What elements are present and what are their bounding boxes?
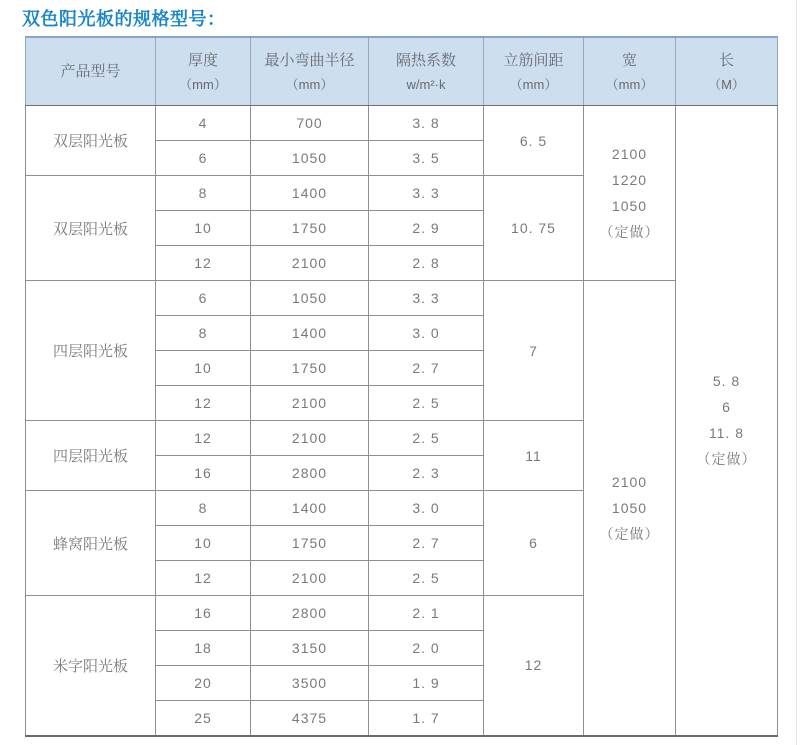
radius-cell: 2800 (251, 456, 369, 491)
radius-cell: 4375 (251, 701, 369, 736)
insulation-cell: 2. 7 (369, 526, 484, 561)
page-title: 双色阳光板的规格型号： (22, 9, 226, 29)
radius-cell: 1750 (251, 351, 369, 386)
length-note: （定做） (696, 451, 757, 468)
rib-spacing-cell: 12 (484, 596, 584, 736)
insulation-cell: 2. 8 (369, 246, 484, 281)
col-header-label: 宽 (621, 51, 637, 69)
thickness-cell: 10 (156, 211, 251, 246)
col-header-rib-spacing (484, 37, 584, 106)
radius-cell: 2100 (251, 246, 369, 281)
thickness-cell: 12 (156, 246, 251, 281)
rib-spacing-cell: 11 (484, 421, 584, 491)
length-value: 6 (722, 399, 731, 416)
col-header-length (676, 37, 778, 106)
length-value: 11. 8 (708, 425, 745, 442)
insulation-cell: 2. 3 (369, 456, 484, 491)
col-header-insulation (369, 37, 484, 106)
width-cell (584, 106, 676, 281)
col-header-unit: w/m²·k (406, 76, 446, 92)
header-row (26, 37, 778, 106)
width-value: 1050 (611, 198, 648, 214)
page-edge-divider (796, 0, 797, 745)
col-header-unit: （mm） (285, 76, 334, 92)
col-header-min-bend-radius (251, 37, 369, 106)
radius-cell: 2100 (251, 386, 369, 421)
thickness-cell: 25 (156, 701, 251, 736)
col-header-label: 产品型号 (60, 63, 121, 80)
product-cell: 米字阳光板 (26, 596, 156, 736)
radius-cell: 2100 (251, 421, 369, 456)
thickness-cell: 12 (156, 421, 251, 456)
length-value: 5. 8 (712, 373, 741, 390)
product-cell: 双层阳光板 (26, 176, 156, 281)
radius-cell: 1400 (251, 491, 369, 526)
width-value: 1050 (611, 499, 648, 516)
insulation-cell: 3. 0 (369, 491, 484, 526)
insulation-cell: 2. 5 (369, 386, 484, 421)
radius-cell: 1400 (251, 316, 369, 351)
col-header-label: 长 (718, 51, 734, 69)
thickness-cell: 16 (156, 456, 251, 491)
col-header-width (584, 37, 676, 106)
col-header-unit: （mm） (605, 76, 654, 92)
thickness-cell: 10 (156, 351, 251, 386)
insulation-cell: 3. 3 (369, 281, 484, 316)
thickness-cell: 6 (156, 281, 251, 316)
col-header-unit: （mm） (179, 76, 227, 92)
width-note: （定做） (599, 525, 660, 542)
thickness-cell: 12 (156, 386, 251, 421)
radius-cell: 2100 (251, 561, 369, 596)
rib-spacing-cell: 6 (484, 491, 584, 596)
product-cell: 蜂窝阳光板 (26, 491, 156, 596)
thickness-cell: 6 (156, 141, 251, 176)
table-row (26, 281, 778, 316)
radius-cell: 3500 (251, 666, 369, 701)
width-value: 2100 (611, 473, 648, 490)
insulation-cell: 3. 5 (369, 141, 484, 176)
insulation-cell: 3. 8 (369, 106, 484, 141)
col-header-unit: （M） (708, 76, 745, 92)
radius-cell: 1050 (251, 141, 369, 176)
width-cell (584, 281, 676, 736)
insulation-cell: 2. 7 (369, 351, 484, 386)
insulation-cell: 1. 7 (369, 701, 484, 736)
radius-cell: 1750 (251, 526, 369, 561)
thickness-cell: 18 (156, 631, 251, 666)
width-note: （定做） (599, 224, 660, 240)
insulation-cell: 2. 5 (369, 561, 484, 596)
insulation-cell: 1. 9 (369, 666, 484, 701)
product-cell: 双层阳光板 (26, 106, 156, 176)
thickness-cell: 12 (156, 561, 251, 596)
radius-cell: 3150 (251, 631, 369, 666)
spec-table (25, 36, 778, 737)
radius-cell: 1750 (251, 211, 369, 246)
thickness-cell: 16 (156, 596, 251, 631)
col-header-label: 最小弯曲半径 (264, 51, 355, 69)
insulation-cell: 2. 0 (369, 631, 484, 666)
insulation-cell: 3. 3 (369, 176, 484, 211)
thickness-cell: 10 (156, 526, 251, 561)
col-header-product (26, 37, 156, 106)
col-header-unit: （mm） (509, 76, 558, 92)
insulation-cell: 2. 5 (369, 421, 484, 456)
table-row (26, 106, 778, 141)
thickness-cell: 8 (156, 491, 251, 526)
product-cell: 四层阳光板 (26, 281, 156, 421)
insulation-cell: 3. 0 (369, 316, 484, 351)
width-value: 2100 (611, 146, 648, 162)
width-value: 1220 (611, 172, 648, 188)
thickness-cell: 8 (156, 316, 251, 351)
radius-cell: 1050 (251, 281, 369, 316)
rib-spacing-cell: 7 (484, 281, 584, 421)
length-cell (676, 106, 778, 736)
radius-cell: 2800 (251, 596, 369, 631)
radius-cell: 1400 (251, 176, 369, 211)
insulation-cell: 2. 1 (369, 596, 484, 631)
radius-cell: 700 (251, 106, 369, 141)
rib-spacing-cell: 6. 5 (484, 106, 584, 176)
rib-spacing-cell: 10. 75 (484, 176, 584, 281)
col-header-label: 厚度 (187, 51, 218, 69)
col-header-label: 隔热系数 (395, 51, 456, 69)
insulation-cell: 2. 9 (369, 211, 484, 246)
col-header-label: 立筋间距 (503, 51, 564, 69)
col-header-thickness (156, 37, 251, 106)
thickness-cell: 8 (156, 176, 251, 211)
thickness-cell: 20 (156, 666, 251, 701)
thickness-cell: 4 (156, 106, 251, 141)
product-cell: 四层阳光板 (26, 421, 156, 491)
